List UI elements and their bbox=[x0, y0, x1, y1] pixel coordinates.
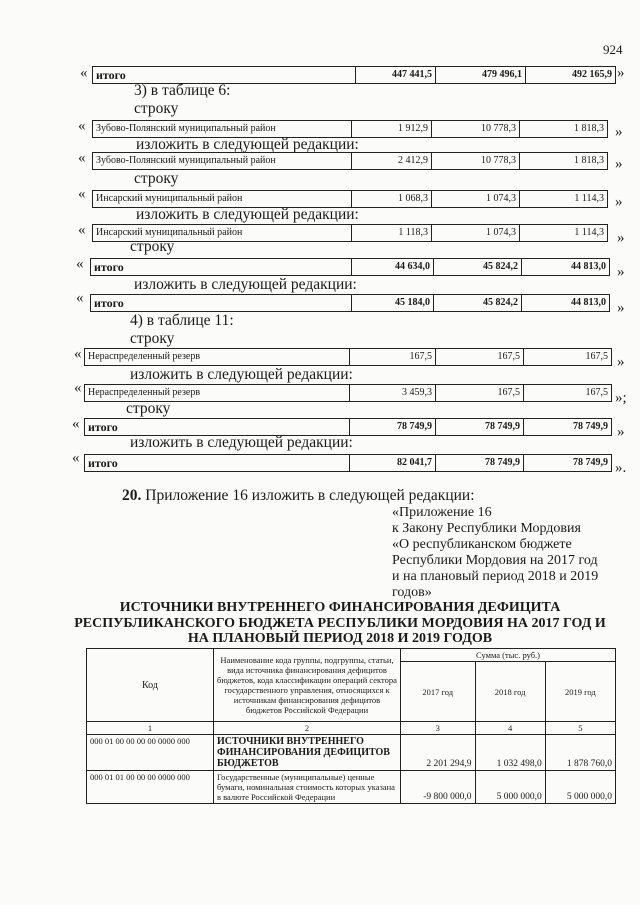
value-2018: 1 074,3 bbox=[432, 225, 520, 241]
open-quote: « bbox=[78, 150, 86, 166]
row-name: Нераспределенный резерв bbox=[85, 385, 350, 401]
value-2017: 44 634,0 bbox=[352, 259, 434, 275]
close-quote-comma: ». bbox=[615, 460, 627, 476]
value-2017: 3 459,3 bbox=[350, 385, 436, 401]
open-quote: « bbox=[72, 450, 80, 466]
open-quote: « bbox=[78, 118, 86, 134]
open-quote: « bbox=[74, 380, 82, 396]
instruction-izlozhit: изложить в следующей редакции: bbox=[134, 276, 357, 293]
open-quote: « bbox=[74, 346, 82, 362]
value-2017: 1 068,3 bbox=[352, 191, 432, 207]
instruction-stroku: строку bbox=[130, 238, 175, 255]
instruction-stroku: строку bbox=[134, 100, 179, 117]
value-2017: 1 118,3 bbox=[352, 225, 432, 241]
table-header-row bbox=[87, 649, 616, 662]
instruction-stroku: строку bbox=[130, 330, 175, 347]
appendix-heading bbox=[392, 505, 598, 601]
item-20-text: Приложение 16 изложить в следующей редакции: bbox=[145, 487, 475, 504]
value-2018: 1 074,3 bbox=[432, 191, 520, 207]
instruction-izlozhit: изложить в следующей редакции: bbox=[130, 366, 353, 383]
value-2019: 44 813,0 bbox=[571, 261, 606, 272]
value-2019: 5 000 000,0 bbox=[545, 771, 615, 804]
header-name: Наименование кода группы, подгруппы, статьи, вида источника финансирования дефицитов бюджетов, кода классификации операций сектора государственного управления, относящихся к источникам финансирования дефицитов бюджетов Российской Федерации bbox=[214, 649, 401, 722]
value-2017: 78 749,9 bbox=[350, 419, 436, 435]
row-code: 000 01 00 00 00 00 0000 000 bbox=[87, 735, 214, 771]
open-quote: « bbox=[72, 416, 80, 432]
value-2018: 45 824,2 bbox=[434, 295, 522, 311]
column-number: 3 bbox=[401, 722, 476, 735]
table-row bbox=[87, 771, 616, 804]
column-number: 5 bbox=[545, 722, 615, 735]
value-2018: 479 496,1 bbox=[436, 67, 526, 83]
instruction-izlozhit: изложить в следующей редакции: bbox=[136, 136, 359, 153]
appendix-line: Республики Мордовия на 2017 год bbox=[392, 553, 598, 568]
value-2019: 1 878 760,0 bbox=[545, 735, 615, 771]
value-2017: 45 184,0 bbox=[352, 295, 434, 311]
instruction-izlozhit: изложить в следующей редакции: bbox=[130, 434, 353, 451]
row-name: итого bbox=[91, 295, 352, 311]
table-row bbox=[87, 735, 616, 771]
row-code: 000 01 01 00 00 00 0000 000 bbox=[87, 771, 214, 804]
title-line: НА ПЛАНОВЫЙ ПЕРИОД 2018 И 2019 ГОДОВ bbox=[187, 631, 493, 646]
value-2018: 45 824,2 bbox=[434, 259, 522, 275]
value-2017: -9 800 000,0 bbox=[401, 771, 476, 804]
column-numbers-row bbox=[87, 722, 616, 735]
instruction-table11: 4) в таблице 11: bbox=[130, 312, 234, 329]
sources-table bbox=[86, 648, 616, 804]
value-2017: 1 912,9 bbox=[352, 121, 432, 137]
table-row bbox=[90, 294, 610, 312]
row-name: ИСТОЧНИКИ ВНУТРЕННЕГО ФИНАНСИРОВАНИЯ ДЕФИЦИТОВ БЮДЖЕТОВ bbox=[214, 735, 401, 771]
value-2019: 492 165,9 bbox=[572, 69, 612, 80]
row-name: итого bbox=[91, 259, 352, 275]
close-quote: » bbox=[617, 424, 625, 440]
close-quote: » bbox=[615, 156, 623, 172]
header-code: Код bbox=[87, 649, 214, 722]
value-2017: 2 412,9 bbox=[352, 153, 432, 169]
row-name: Зубово-Полянский муниципальный район bbox=[93, 121, 352, 137]
column-number: 4 bbox=[475, 722, 545, 735]
value-2018: 167,5 bbox=[436, 385, 524, 401]
appendix-line: «Приложение 16 bbox=[392, 505, 492, 520]
value-2018: 5 000 000,0 bbox=[475, 771, 545, 804]
open-quote: « bbox=[76, 290, 84, 306]
column-number: 2 bbox=[214, 722, 401, 735]
value-2017: 82 041,7 bbox=[350, 455, 436, 471]
value-2018: 10 778,3 bbox=[432, 121, 520, 137]
title-line: РЕСПУБЛИКАНСКОГО БЮДЖЕТА РЕСПУБЛИКИ МОРДОВИЯ НА 2017 ГОД И bbox=[74, 615, 606, 631]
title-line: ИСТОЧНИКИ ВНУТРЕННЕГО ФИНАНСИРОВАНИЯ ДЕФИЦИТА bbox=[119, 600, 561, 615]
instruction-izlozhit: изложить в следующей редакции: bbox=[136, 206, 359, 223]
close-quote: » bbox=[615, 194, 623, 210]
row-name: Инсарский муниципальный район bbox=[93, 225, 352, 241]
value-2019: 44 813,0 bbox=[571, 297, 606, 308]
open-quote: « bbox=[78, 222, 86, 238]
value-2018: 167,5 bbox=[436, 349, 524, 365]
close-quote: » bbox=[617, 230, 625, 246]
item-20 bbox=[122, 487, 475, 505]
instruction-stroku: строку bbox=[134, 170, 179, 187]
row-name: Инсарский муниципальный район bbox=[93, 191, 352, 207]
close-quote: » bbox=[615, 124, 623, 140]
value-2017: 447 441,5 bbox=[356, 67, 436, 83]
value-2019: 167,5 bbox=[585, 351, 608, 362]
value-2018: 78 749,9 bbox=[436, 419, 524, 435]
instruction-table6: 3) в таблице 6: bbox=[134, 82, 231, 99]
appendix-line: «О республиканском бюджете bbox=[392, 537, 572, 552]
close-quote-semicolon: »; bbox=[615, 390, 627, 406]
open-quote: « bbox=[80, 65, 88, 81]
header-2019: 2019 год bbox=[545, 662, 615, 722]
row-name: Зубово-Полянский муниципальный район bbox=[93, 153, 352, 169]
document-title bbox=[60, 600, 620, 647]
value-2018: 78 749,9 bbox=[436, 455, 524, 471]
value-2019: 1 114,3 bbox=[574, 227, 604, 238]
table-row bbox=[84, 454, 612, 472]
value-2018: 10 778,3 bbox=[432, 153, 520, 169]
open-quote: « bbox=[76, 256, 84, 272]
open-quote: « bbox=[78, 186, 86, 202]
row-name: итого bbox=[85, 419, 350, 435]
appendix-line: годов» bbox=[392, 585, 432, 600]
table-row bbox=[84, 348, 612, 366]
close-quote: » bbox=[617, 65, 625, 81]
close-quote: » bbox=[617, 354, 625, 370]
value-2017: 2 201 294,9 bbox=[401, 735, 476, 771]
row-name: итого bbox=[85, 455, 350, 471]
value-2019: 78 749,9 bbox=[573, 457, 608, 468]
row-name: итого bbox=[93, 67, 356, 83]
value-2017: 167,5 bbox=[350, 349, 436, 365]
value-2019: 167,5 bbox=[585, 387, 608, 398]
value-2019: 1 114,3 bbox=[574, 193, 604, 204]
table-row bbox=[90, 258, 610, 276]
close-quote: » bbox=[617, 300, 625, 316]
header-sum: Сумма (тыс. руб.) bbox=[401, 649, 616, 662]
close-quote: » bbox=[617, 264, 625, 280]
row-name: Государственные (муниципальные) ценные бумаги, номинальная стоимость которых указана в валюте Российской Федерации bbox=[214, 771, 401, 804]
item-20-number: 20. bbox=[122, 487, 142, 504]
value-2019: 1 818,3 bbox=[574, 155, 604, 166]
table-row bbox=[92, 152, 608, 170]
header-2018: 2018 год bbox=[475, 662, 545, 722]
value-2019: 1 818,3 bbox=[574, 123, 604, 134]
value-2019: 78 749,9 bbox=[573, 421, 608, 432]
page-number: 924 bbox=[603, 42, 623, 57]
header-2017: 2017 год bbox=[401, 662, 476, 722]
appendix-line: к Закону Республики Мордовия bbox=[392, 521, 581, 536]
value-2018: 1 032 498,0 bbox=[475, 735, 545, 771]
column-number: 1 bbox=[87, 722, 214, 735]
appendix-line: и на плановый период 2018 и 2019 bbox=[392, 569, 599, 584]
row-name: Нераспределенный резерв bbox=[85, 349, 350, 365]
instruction-stroku: строку bbox=[126, 400, 171, 417]
